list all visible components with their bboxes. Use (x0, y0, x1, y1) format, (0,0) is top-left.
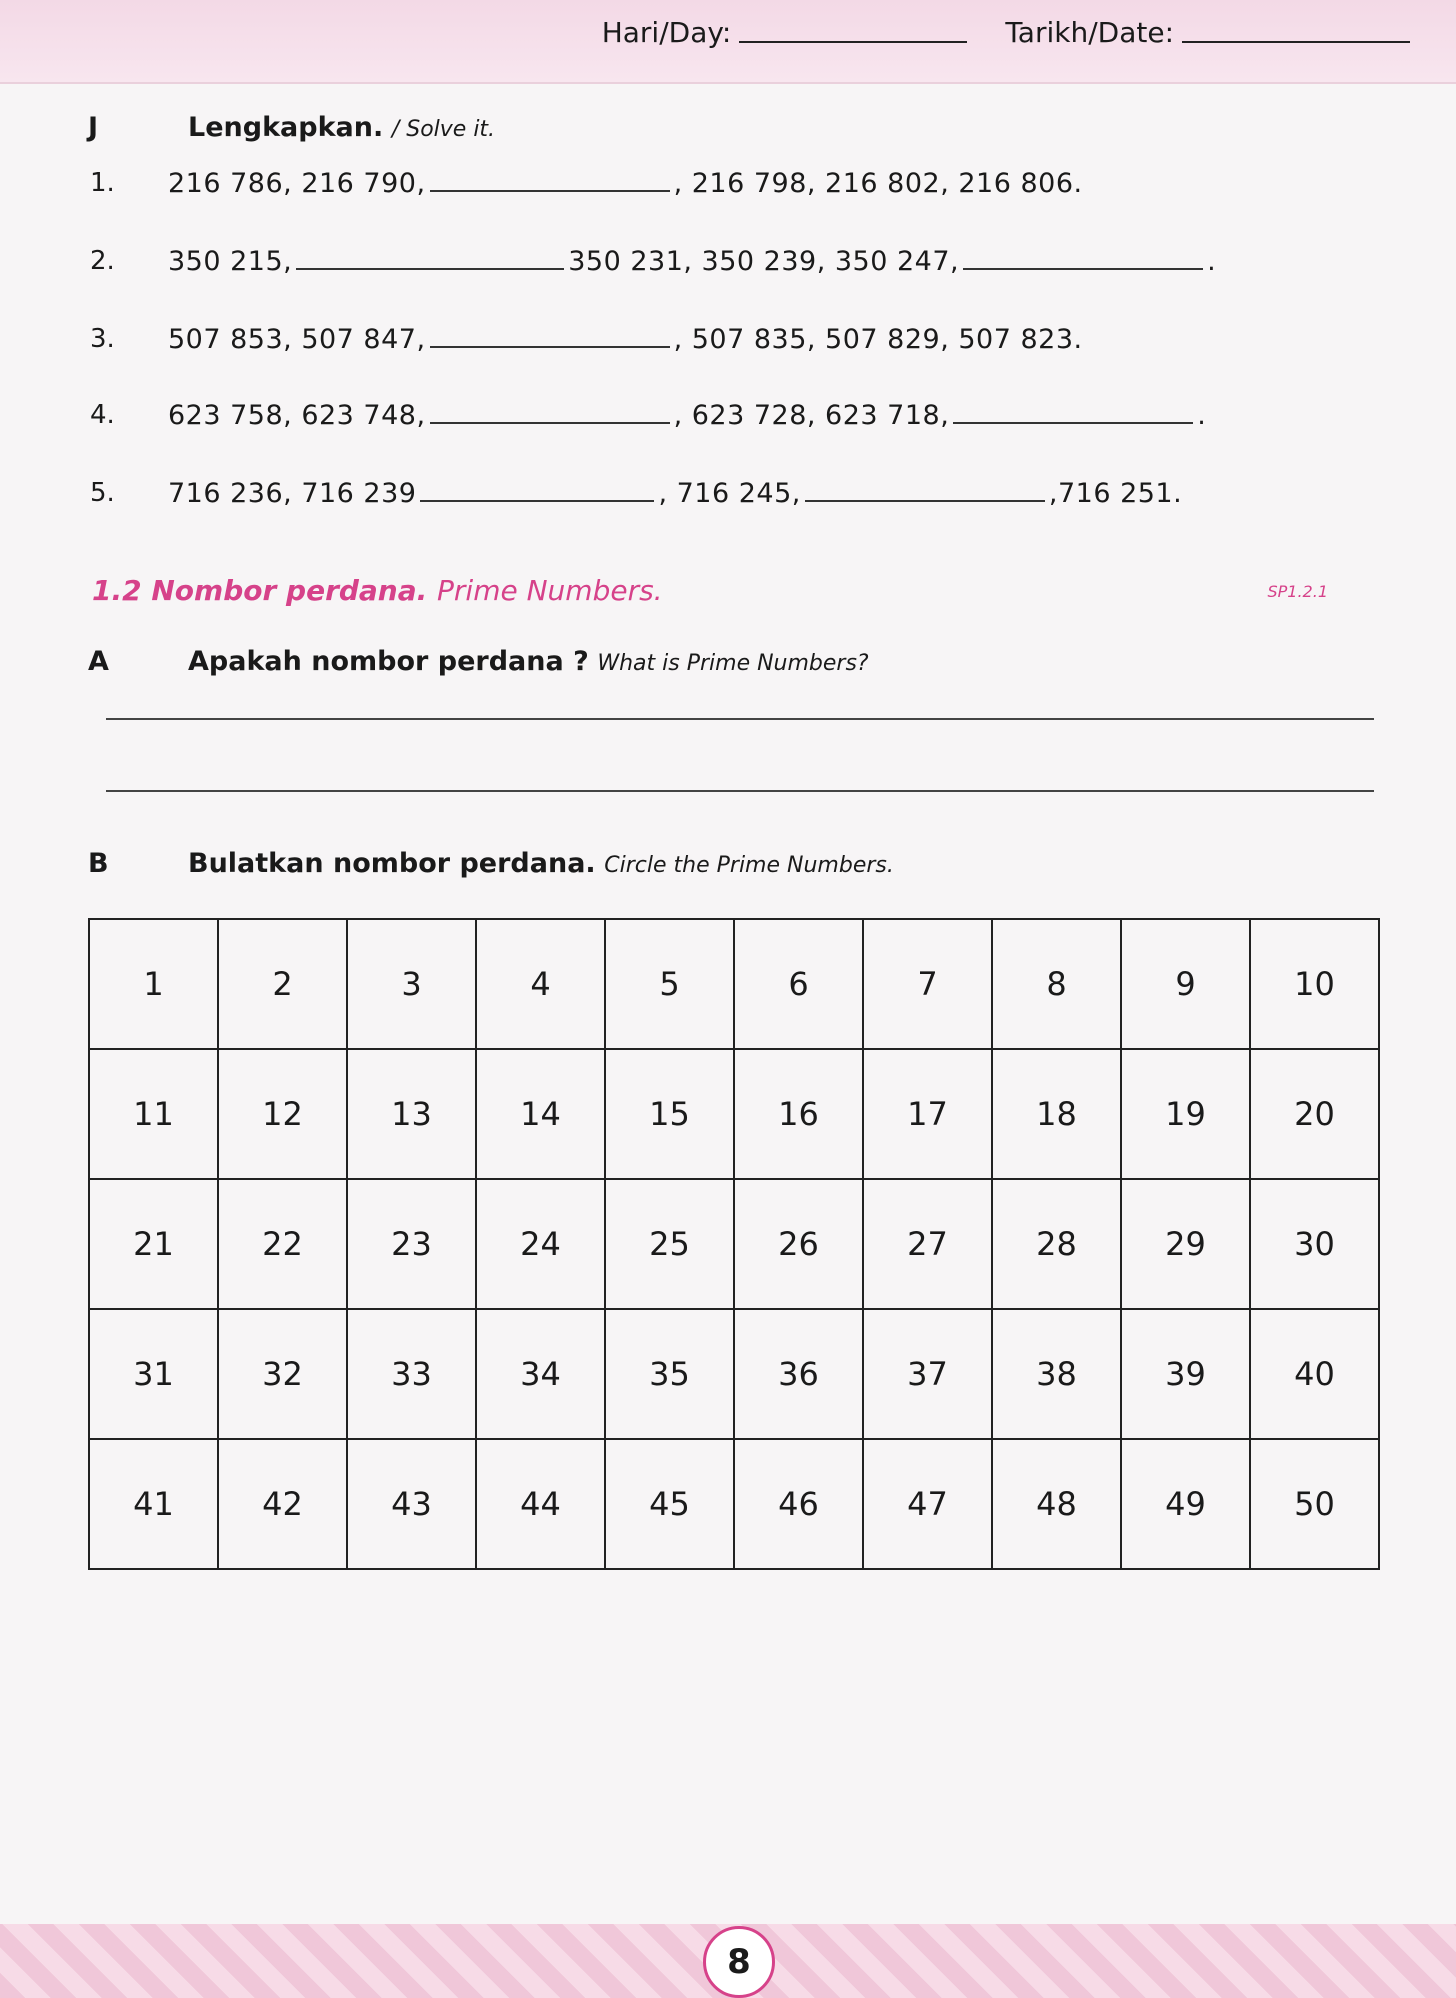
grid-row (89, 919, 1379, 1049)
sequence-start: 350 215, (168, 246, 293, 277)
answer-line[interactable] (106, 718, 1374, 720)
row-number: 1. (90, 168, 115, 198)
grid-cell-number[interactable]: 25 (605, 1179, 734, 1309)
date-input-line[interactable] (1182, 40, 1410, 43)
grid-cell-number[interactable]: 42 (218, 1439, 347, 1569)
answer-line[interactable] (106, 790, 1374, 792)
sequence-row-2 (168, 246, 1216, 277)
grid-cell-number[interactable]: 38 (992, 1309, 1121, 1439)
row-number: 2. (90, 246, 115, 276)
section-a-question-ms: Apakah nombor perdana ? (188, 646, 589, 677)
sequence-start: 216 786, 216 790, (168, 168, 426, 199)
day-field (602, 16, 968, 49)
sequence-start: 507 853, 507 847, (168, 324, 426, 355)
answer-blank[interactable] (805, 499, 1045, 502)
grid-cell-number[interactable]: 23 (347, 1179, 476, 1309)
answer-blank[interactable] (430, 345, 670, 348)
grid-cell-number[interactable]: 28 (992, 1179, 1121, 1309)
row-number: 3. (90, 324, 115, 354)
sequence-start: 716 236, 716 239 (168, 478, 417, 509)
sequence-rest: , 623 728, 623 718, (673, 400, 950, 431)
grid-cell-number[interactable]: 44 (476, 1439, 605, 1569)
grid-cell-number[interactable]: 4 (476, 919, 605, 1049)
grid-cell-number[interactable]: 32 (218, 1309, 347, 1439)
grid-cell-number[interactable]: 30 (1250, 1179, 1379, 1309)
section-j-title-ms: Lengkapkan. (188, 112, 384, 143)
sequence-end: . (1197, 400, 1207, 431)
grid-cell-number[interactable]: 46 (734, 1439, 863, 1569)
answer-blank[interactable] (296, 267, 564, 270)
sequence-rest: , 216 798, 216 802, 216 806. (673, 168, 1083, 199)
row-number: 4. (90, 400, 115, 430)
grid-cell-number[interactable]: 34 (476, 1309, 605, 1439)
section-a-question (188, 646, 869, 677)
grid-cell-number[interactable]: 22 (218, 1179, 347, 1309)
grid-cell-number[interactable]: 14 (476, 1049, 605, 1179)
grid-cell-number[interactable]: 12 (218, 1049, 347, 1179)
grid-cell-number[interactable]: 13 (347, 1049, 476, 1179)
grid-cell-number[interactable]: 31 (89, 1309, 218, 1439)
section-a-letter: A (88, 646, 109, 677)
subsection-title-en: Prime Numbers. (437, 574, 663, 607)
grid-cell-number[interactable]: 40 (1250, 1309, 1379, 1439)
grid-cell-number[interactable]: 6 (734, 919, 863, 1049)
answer-blank[interactable] (963, 267, 1203, 270)
sequence-rest: , 507 835, 507 829, 507 823. (673, 324, 1083, 355)
grid-cell-number[interactable]: 10 (1250, 919, 1379, 1049)
grid-cell-number[interactable]: 50 (1250, 1439, 1379, 1569)
page-number: 8 (703, 1926, 775, 1998)
grid-cell-number[interactable]: 29 (1121, 1179, 1250, 1309)
grid-cell-number[interactable]: 21 (89, 1179, 218, 1309)
grid-cell-number[interactable]: 8 (992, 919, 1121, 1049)
standard-code: SP1.2.1 (1267, 582, 1328, 601)
grid-cell-number[interactable]: 17 (863, 1049, 992, 1179)
subsection-title (92, 574, 663, 607)
grid-cell-number[interactable]: 18 (992, 1049, 1121, 1179)
day-input-line[interactable] (739, 40, 967, 43)
grid-cell-number[interactable]: 47 (863, 1439, 992, 1569)
section-j-letter: J (88, 112, 99, 143)
grid-cell-number[interactable]: 43 (347, 1439, 476, 1569)
sequence-row-5 (168, 478, 1182, 509)
grid-cell-number[interactable]: 5 (605, 919, 734, 1049)
grid-cell-number[interactable]: 48 (992, 1439, 1121, 1569)
grid-cell-number[interactable]: 41 (89, 1439, 218, 1569)
sequence-row-1 (168, 168, 1083, 199)
header-fields (602, 16, 1410, 49)
sequence-end: . (1207, 246, 1217, 277)
grid-cell-number[interactable]: 11 (89, 1049, 218, 1179)
sequence-start: 623 758, 623 748, (168, 400, 426, 431)
grid-cell-number[interactable]: 19 (1121, 1049, 1250, 1179)
grid-cell-number[interactable]: 24 (476, 1179, 605, 1309)
grid-cell-number[interactable]: 2 (218, 919, 347, 1049)
sequence-end: ,716 251. (1048, 478, 1183, 509)
answer-blank[interactable] (430, 189, 670, 192)
section-j-title (188, 112, 495, 143)
sequence-row-3 (168, 324, 1083, 355)
section-j-title-en: / Solve it. (391, 117, 496, 142)
subsection-title-ms: 1.2 Nombor perdana. (92, 574, 428, 607)
prime-number-grid (88, 918, 1380, 1570)
grid-cell-number[interactable]: 36 (734, 1309, 863, 1439)
grid-cell-number[interactable]: 39 (1121, 1309, 1250, 1439)
grid-cell-number[interactable]: 49 (1121, 1439, 1250, 1569)
section-b-instruction (188, 848, 894, 879)
grid-row (89, 1439, 1379, 1569)
grid-row (89, 1309, 1379, 1439)
section-b-letter: B (88, 848, 109, 879)
sequence-row-4 (168, 400, 1206, 431)
grid-row (89, 1179, 1379, 1309)
sequence-rest: , 716 245, (658, 478, 801, 509)
section-a-question-en: What is Prime Numbers? (597, 651, 869, 676)
grid-cell-number[interactable]: 20 (1250, 1049, 1379, 1179)
row-number: 5. (90, 478, 115, 508)
answer-blank[interactable] (953, 421, 1193, 424)
grid-cell-number[interactable]: 27 (863, 1179, 992, 1309)
grid-cell-number[interactable]: 35 (605, 1309, 734, 1439)
date-label: Tarikh/Date: (1005, 16, 1174, 49)
day-label: Hari/Day: (601, 16, 732, 49)
section-b-instruction-en: Circle the Prime Numbers. (604, 853, 894, 878)
grid-cell-number[interactable]: 45 (605, 1439, 734, 1569)
grid-cell-number[interactable]: 16 (734, 1049, 863, 1179)
grid-cell-number[interactable]: 7 (863, 919, 992, 1049)
answer-blank[interactable] (420, 499, 654, 502)
grid-cell-number[interactable]: 26 (734, 1179, 863, 1309)
section-b-instruction-ms: Bulatkan nombor perdana. (188, 848, 596, 879)
grid-cell-number[interactable]: 1 (89, 919, 218, 1049)
grid-row (89, 1049, 1379, 1179)
sequence-rest: 350 231, 350 239, 350 247, (568, 246, 960, 277)
grid-cell-number[interactable]: 37 (863, 1309, 992, 1439)
date-field (1005, 16, 1410, 49)
grid-cell-number[interactable]: 9 (1121, 919, 1250, 1049)
grid-cell-number[interactable]: 15 (605, 1049, 734, 1179)
answer-blank[interactable] (430, 421, 670, 424)
grid-cell-number[interactable]: 3 (347, 919, 476, 1049)
grid-cell-number[interactable]: 33 (347, 1309, 476, 1439)
